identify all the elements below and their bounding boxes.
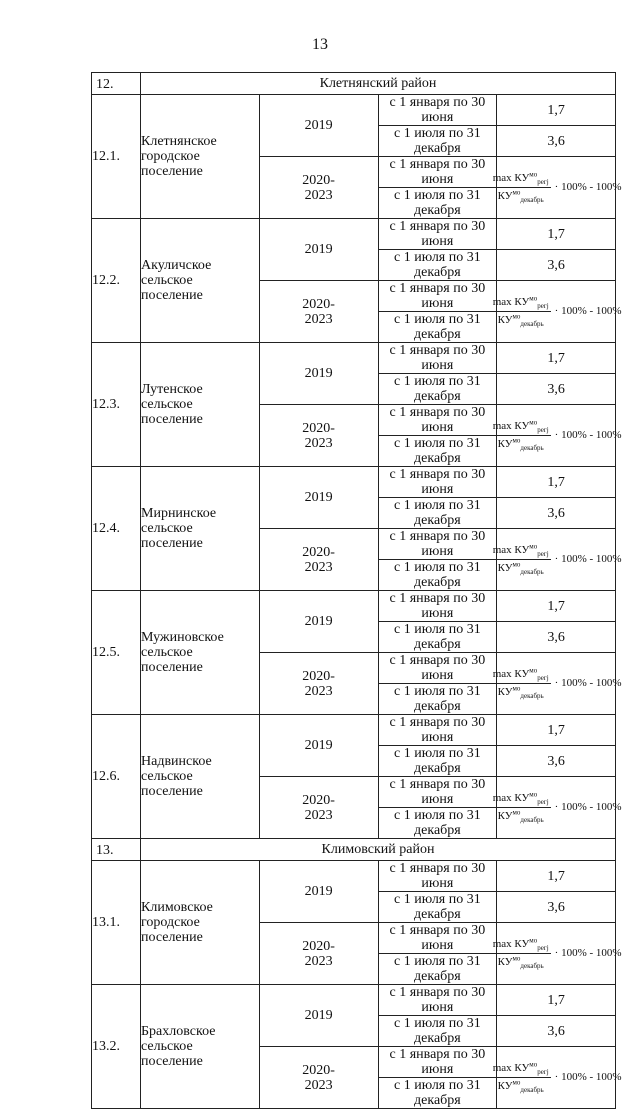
fraction [491, 937, 551, 970]
num-superscript: мо [529, 1060, 538, 1069]
formula-tail: · 100% - 100% [554, 677, 622, 689]
den-prefix: КУ [497, 956, 513, 968]
fraction-denominator [498, 684, 544, 700]
table-row [92, 861, 616, 892]
period-first-half: с 1 января по 30 июня [378, 777, 497, 808]
formula-tail: · 100% - 100% [554, 181, 622, 193]
num-superscript: мо [529, 666, 538, 675]
fraction-numerator [491, 295, 551, 312]
num-prefix: max КУ [492, 296, 530, 308]
num-prefix: max КУ [492, 172, 530, 184]
district-name: Климовский район [141, 839, 616, 861]
settlement-name: Мужиновское сельское поселение [141, 591, 260, 715]
period-first-half: с 1 января по 30 июня [378, 861, 497, 892]
year-2020-2023: 2020- 2023 [259, 923, 378, 985]
year-2020-2023: 2020- 2023 [259, 1047, 378, 1109]
den-subscript: декабрь [520, 962, 544, 971]
den-superscript: мо [512, 954, 521, 963]
period-first-half: с 1 января по 30 июня [378, 653, 497, 684]
value-second-half: 3,6 [497, 892, 616, 923]
formula-tail: · 100% - 100% [554, 947, 622, 959]
value-first-half: 1,7 [497, 343, 616, 374]
den-superscript: мо [512, 684, 521, 693]
fraction-denominator [498, 954, 544, 970]
settlement-number: 13.1. [92, 861, 141, 985]
value-first-half: 1,7 [497, 219, 616, 250]
fraction [491, 791, 551, 824]
den-subscript: декабрь [520, 320, 544, 329]
fraction-denominator [498, 312, 544, 328]
period-second-half: с 1 июля по 31 декабря [378, 622, 497, 653]
year-2019: 2019 [259, 95, 378, 157]
year-2020-2023: 2020- 2023 [259, 405, 378, 467]
formula [492, 666, 622, 701]
den-prefix: КУ [497, 190, 513, 202]
fraction-denominator [498, 188, 544, 204]
num-prefix: max КУ [492, 938, 530, 950]
district-number: 12. [92, 73, 141, 95]
year-2019: 2019 [259, 467, 378, 529]
num-subscript: регj [537, 798, 549, 807]
value-second-half: 3,6 [497, 746, 616, 777]
num-superscript: мо [529, 418, 538, 427]
den-superscript: мо [512, 312, 521, 321]
den-prefix: КУ [497, 1080, 513, 1092]
den-subscript: декабрь [520, 1086, 544, 1095]
formula-tail: · 100% - 100% [554, 1071, 622, 1083]
year-2019: 2019 [259, 715, 378, 777]
period-second-half: с 1 июля по 31 декабря [378, 436, 497, 467]
period-second-half: с 1 июля по 31 декабря [378, 1078, 497, 1109]
den-subscript: декабрь [520, 444, 544, 453]
fraction-numerator [491, 937, 551, 954]
year-2019: 2019 [259, 985, 378, 1047]
formula-cell [492, 653, 622, 715]
den-prefix: КУ [497, 314, 513, 326]
den-superscript: мо [512, 188, 521, 197]
year-2020-2023: 2020- 2023 [259, 157, 378, 219]
period-first-half: с 1 января по 30 июня [378, 985, 497, 1016]
value-second-half: 3,6 [497, 1016, 616, 1047]
num-superscript: мо [529, 170, 538, 179]
period-first-half: с 1 января по 30 июня [378, 219, 497, 250]
year-2019: 2019 [259, 343, 378, 405]
den-prefix: КУ [497, 810, 513, 822]
period-first-half: с 1 января по 30 июня [378, 281, 497, 312]
den-superscript: мо [512, 1078, 521, 1087]
value-second-half: 3,6 [497, 374, 616, 405]
num-subscript: регj [537, 426, 549, 435]
value-second-half: 3,6 [497, 126, 616, 157]
formula [492, 790, 622, 825]
value-first-half: 1,7 [497, 591, 616, 622]
year-2019: 2019 [259, 861, 378, 923]
fraction-denominator [498, 560, 544, 576]
settlement-name: Брахловское сельское поселение [141, 985, 260, 1109]
period-second-half: с 1 июля по 31 декабря [378, 808, 497, 839]
year-2019: 2019 [259, 219, 378, 281]
table-body [92, 73, 622, 1109]
table-row [92, 985, 616, 1016]
num-subscript: регj [537, 178, 549, 187]
den-subscript: декабрь [520, 196, 544, 205]
settlement-name: Клетнянское городское поселение [141, 95, 260, 219]
year-2019: 2019 [259, 591, 378, 653]
formula-tail: · 100% - 100% [554, 553, 622, 565]
period-first-half: с 1 января по 30 июня [378, 591, 497, 622]
fraction [491, 295, 551, 328]
table-row [92, 591, 616, 622]
den-superscript: мо [512, 808, 521, 817]
den-superscript: мо [512, 560, 521, 569]
value-second-half: 3,6 [497, 250, 616, 281]
value-first-half: 1,7 [497, 95, 616, 126]
year-2020-2023: 2020- 2023 [259, 281, 378, 343]
fraction [491, 667, 551, 700]
den-prefix: КУ [497, 562, 513, 574]
fraction [491, 171, 551, 204]
formula [492, 936, 622, 971]
formula-cell [492, 157, 622, 219]
settlement-name: Надвинское сельское поселение [141, 715, 260, 839]
settlement-number: 12.3. [92, 343, 141, 467]
tariff-table [91, 72, 622, 1109]
den-prefix: КУ [497, 686, 513, 698]
formula-cell [492, 405, 622, 467]
fraction [491, 1061, 551, 1094]
settlement-number: 12.2. [92, 219, 141, 343]
formula-cell [492, 529, 622, 591]
period-second-half: с 1 июля по 31 декабря [378, 892, 497, 923]
period-first-half: с 1 января по 30 июня [378, 157, 497, 188]
value-first-half: 1,7 [497, 467, 616, 498]
year-2020-2023: 2020- 2023 [259, 653, 378, 715]
period-first-half: с 1 января по 30 июня [378, 95, 497, 126]
den-subscript: декабрь [520, 816, 544, 825]
period-first-half: с 1 января по 30 июня [378, 529, 497, 560]
num-subscript: регj [537, 1068, 549, 1077]
settlement-number: 13.2. [92, 985, 141, 1109]
period-second-half: с 1 июля по 31 декабря [378, 1016, 497, 1047]
district-row [92, 839, 616, 861]
den-prefix: КУ [497, 438, 513, 450]
settlement-number: 12.4. [92, 467, 141, 591]
settlement-name: Лутенское сельское поселение [141, 343, 260, 467]
district-row [92, 73, 616, 95]
year-2020-2023: 2020- 2023 [259, 777, 378, 839]
fraction-numerator [491, 543, 551, 560]
num-prefix: max КУ [492, 544, 530, 556]
period-second-half: с 1 июля по 31 декабря [378, 746, 497, 777]
period-first-half: с 1 января по 30 июня [378, 923, 497, 954]
num-superscript: мо [529, 936, 538, 945]
settlement-name: Климовское городское поселение [141, 861, 260, 985]
fraction-numerator [491, 791, 551, 808]
formula-cell [492, 281, 622, 343]
formula [492, 1060, 622, 1095]
value-first-half: 1,7 [497, 861, 616, 892]
period-second-half: с 1 июля по 31 декабря [378, 374, 497, 405]
table-row [92, 467, 616, 498]
table-row [92, 95, 616, 126]
formula-tail: · 100% - 100% [554, 801, 622, 813]
fraction-denominator [498, 808, 544, 824]
fraction [491, 543, 551, 576]
value-first-half: 1,7 [497, 985, 616, 1016]
den-subscript: декабрь [520, 568, 544, 577]
settlement-number: 12.1. [92, 95, 141, 219]
formula-cell [492, 923, 622, 985]
num-superscript: мо [529, 294, 538, 303]
page-number: 13 [312, 36, 328, 53]
formula-cell [492, 777, 622, 839]
fraction-numerator [491, 171, 551, 188]
fraction-numerator [491, 667, 551, 684]
period-second-half: с 1 июля по 31 декабря [378, 954, 497, 985]
formula [492, 294, 622, 329]
formula [492, 170, 622, 205]
period-first-half: с 1 января по 30 июня [378, 405, 497, 436]
fraction-numerator [491, 419, 551, 436]
district-name: Клетнянский район [141, 73, 616, 95]
num-prefix: max КУ [492, 420, 530, 432]
year-2020-2023: 2020- 2023 [259, 529, 378, 591]
fraction-numerator [491, 1061, 551, 1078]
fraction-denominator [498, 436, 544, 452]
period-second-half: с 1 июля по 31 декабря [378, 188, 497, 219]
num-prefix: max КУ [492, 668, 530, 680]
num-prefix: max КУ [492, 1062, 530, 1074]
value-first-half: 1,7 [497, 715, 616, 746]
settlement-number: 12.6. [92, 715, 141, 839]
num-subscript: регj [537, 550, 549, 559]
period-first-half: с 1 января по 30 июня [378, 715, 497, 746]
table-row [92, 343, 616, 374]
num-subscript: регj [537, 944, 549, 953]
num-superscript: мо [529, 542, 538, 551]
settlement-number: 12.5. [92, 591, 141, 715]
value-second-half: 3,6 [497, 498, 616, 529]
num-prefix: max КУ [492, 792, 530, 804]
num-subscript: регj [537, 302, 549, 311]
table-row [92, 219, 616, 250]
formula [492, 418, 622, 453]
settlement-name: Мирнинское сельское поселение [141, 467, 260, 591]
formula-tail: · 100% - 100% [554, 429, 622, 441]
fraction-denominator [498, 1078, 544, 1094]
period-second-half: с 1 июля по 31 декабря [378, 126, 497, 157]
district-number: 13. [92, 839, 141, 861]
den-superscript: мо [512, 436, 521, 445]
formula-cell [492, 1047, 622, 1109]
value-second-half: 3,6 [497, 622, 616, 653]
den-subscript: декабрь [520, 692, 544, 701]
table-row [92, 715, 616, 746]
period-second-half: с 1 июля по 31 декабря [378, 312, 497, 343]
period-second-half: с 1 июля по 31 декабря [378, 684, 497, 715]
period-first-half: с 1 января по 30 июня [378, 467, 497, 498]
num-subscript: регj [537, 674, 549, 683]
formula-tail: · 100% - 100% [554, 305, 622, 317]
period-second-half: с 1 июля по 31 декабря [378, 560, 497, 591]
num-superscript: мо [529, 790, 538, 799]
period-first-half: с 1 января по 30 июня [378, 343, 497, 374]
formula [492, 542, 622, 577]
settlement-name: Акуличское сельское поселение [141, 219, 260, 343]
period-second-half: с 1 июля по 31 декабря [378, 498, 497, 529]
fraction [491, 419, 551, 452]
period-second-half: с 1 июля по 31 декабря [378, 250, 497, 281]
period-first-half: с 1 января по 30 июня [378, 1047, 497, 1078]
